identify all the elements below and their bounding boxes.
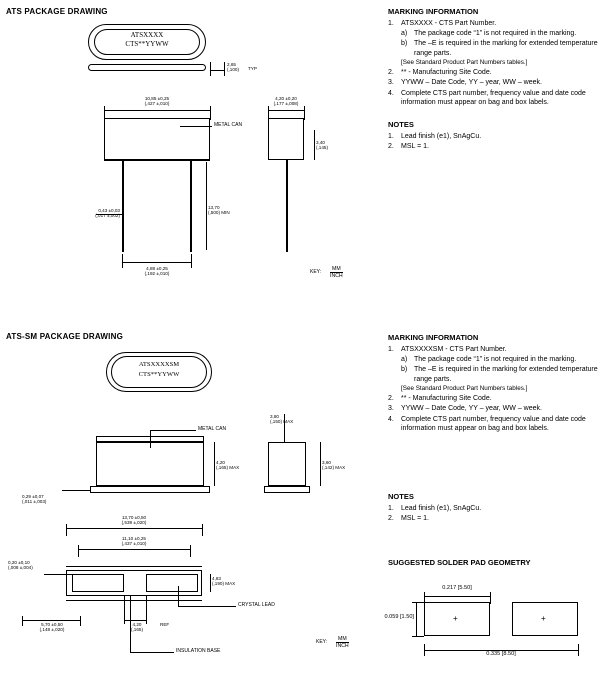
notes-list-ats — [388, 130, 588, 152]
marking-list-ats — [388, 17, 598, 108]
marking-title-sm: MARKING INFORMATION — [388, 333, 479, 342]
ats-marking-line2: CTS**YYWW — [125, 40, 169, 48]
dim-ats-thickness: 2,65 (,100) — [227, 62, 240, 73]
dim-sm-lead-ref: 4,20 (,165) — [130, 622, 143, 633]
label-metal-can-sm: METAL CAN — [198, 426, 227, 432]
ats-key-mm: MM — [330, 266, 343, 273]
dim-sm-pad-height: 4,83 (,190) MAX — [212, 576, 236, 587]
sm-marking-item-3: 3. YYWW – Date Code, YY – year, WW – week. — [388, 405, 542, 413]
marking-item-1b: b) The –E is required in the marking for extended temperature range parts. — [401, 40, 598, 57]
datasheet-page: ATS PACKAGE DRAWING ATSXXXX CTS**YYWW 2,65 (,100) TYP 10,85 ±0,25 (,427 ±,010) METAL CAN 0,43 ±0,03 (,017 ±,002) 13,70 (,500) MIN 4,88 ±0,25 (,192 ±,010) 4,20 ±0,20 (,177 ±,008) 3,40 (,145) KEY: MM INCH MARKING INFORMATION 1. ATSXXXX - CTS Part Number. a) The package code “1” is not required in the marking. b) The –E is required in the marking for extended temperature range parts. [See Standard Product Part Numbers tables.] 2. ** - Manufacturing Site Code. 3. YYWW – Date Code, YY – year, WW – week. 4. Complete CTS part number, frequency value and date code information must appear on bag and box labels. NOTES 1. Lead finish (e1), SnAgCu. 2. MSL = 1. ATS-SM PACKAGE DRAWING ATSXXXXSM CTS**YYWW METAL CAN 4,20 (,165) MAX 0,29 ±0,07 (,011 ±,003) 3,80 (,150) MAX 3,60 (,142) MAX 13,70 ±0,50 (,539 ±,020) 11,10 ±0,25 (,437 ±,010) 0,20 ±0,10 (,008 ±,004) 4,83 (,190) MAX 5,70 ±0,50 (,148 ±,020) 4,20 (,165) REF CRYSTAL LEAD INSULATION BASE KEY: MM INCH MARKING INFORMATION 1. ATSXXXXSM - CTS Part Number. a) The package code “1” is not required in the marking. b) The –E is required in the marking for extended temperature range parts. [See Standard Product Part Numbers tables.] 2. ** - Manufacturing Site Code. 3. YYWW – Date Code, YY – year, WW – week. 4. Complete CTS part number, frequency value and date code information must appear on bag and box labels. NOTES 1. Lead finish (e1), SnAgCu. 2. MSL = 1. SUGGESTED SOLDER PAD GEOMETRY + + 0.217 [5.50] 0.059 [1.50] 0.335 [8.50] — [6, 7, 598, 657]
label-metal-can-ats: METAL CAN — [214, 122, 243, 128]
ats-sm-package-title: ATS-SM PACKAGE DRAWING — [6, 332, 123, 341]
sm-top-view — [106, 352, 212, 392]
ats-top-view-thickness — [88, 64, 206, 72]
dim-sm-side-top: 3,80 (,150) MAX — [270, 414, 294, 425]
solder-pad-right-marker: + — [541, 614, 546, 623]
label-insulation-base: INSULATION BASE — [176, 648, 221, 654]
dim-sm-side-height: 3,60 (,142) MAX — [322, 460, 346, 471]
marking-list-sm — [388, 343, 598, 434]
sm-key-inch: INCH — [336, 643, 349, 649]
sm-marking-item-2: 2. ** - Manufacturing Site Code. — [388, 395, 492, 403]
sm-marking-item-4: 4. Complete CTS part number, frequency value and date code information must appear on bag and box labels. — [388, 415, 586, 432]
marking-item-2: 2. ** - Manufacturing Site Code. — [388, 69, 492, 77]
sm-marking-item-1b: b) The –E is required in the marking for extended temperature range parts. — [401, 366, 598, 383]
dim-sm-base-width: 5,70 ±0,50 (,148 ±,020) — [39, 622, 65, 633]
sm-key-mm: MM — [336, 636, 349, 643]
ats-top-view — [88, 24, 206, 60]
sm-marking-item-1: 1. ATSXXXXSM - CTS Part Number. a) The package code “1” is not required in the marking. b) The –E is required in the marking for extended temperature range parts. [See Standard Product Part Numbers tables.] — [388, 346, 598, 392]
dim-sm-lead-ref-suffix: REF — [160, 622, 170, 627]
dim-ats-front-width: 10,85 ±0,25 (,427 ±,010) — [144, 96, 170, 107]
marking-title-ats: MARKING INFORMATION — [388, 7, 479, 16]
solder-pad-title: SUGGESTED SOLDER PAD GEOMETRY — [388, 558, 531, 567]
dim-ats-lead-spacing: 4,88 ±0,25 (,192 ±,010) — [144, 266, 170, 277]
sm-marking-item-1a: a) The package code “1” is not required in the marking. — [401, 356, 577, 364]
sm-note-item-2: 2. MSL = 1. — [388, 515, 429, 523]
marking-item-1-note: [See Standard Product Part Numbers tables.] — [401, 58, 528, 66]
dim-sm-pad-width: 0,20 ±0,10 (,008 ±,004) — [8, 560, 33, 571]
marking-item-4: 4. Complete CTS part number, frequency value and date code information must appear on bag and box labels. — [388, 89, 586, 106]
ats-package-title: ATS PACKAGE DRAWING — [6, 7, 108, 16]
dim-sm-base-thk: 0,29 ±0,07 (,011 ±,003) — [22, 494, 47, 505]
sm-note-item-1: 1. Lead finish (e1), SnAgCu. — [388, 505, 482, 512]
notes-title-sm: NOTES — [388, 492, 414, 501]
dim-ats-side-height: 3,40 (,145) — [316, 140, 329, 151]
note-item-2: 2. MSL = 1. — [388, 143, 429, 151]
ats-marking-line1: ATSXXXX — [130, 31, 164, 39]
dim-ats-thickness-suffix: TYP — [248, 66, 257, 71]
marking-item-3: 3. YYWW – Date Code, YY – year, WW – week. — [388, 79, 542, 87]
dim-sm-bottom-width-mid: 11,10 ±0,25 (,437 ±,010) — [121, 536, 147, 547]
dim-sm-bottom-width-outer: 13,70 ±0,50 (,539 ±,020) — [121, 515, 147, 526]
dim-ats-lead-length: 13,70 (,500) MIN — [208, 205, 230, 216]
marking-item-1a: a) The package code “1” is not required in the marking. — [401, 30, 577, 38]
sm-marking-line2: CTS**YYWW — [138, 371, 180, 378]
dim-ats-lead-dia: 0,43 ±0,03 (,017 ±,002) — [95, 208, 120, 219]
dim-ats-side-width: 4,20 ±0,20 (,177 ±,008) — [273, 96, 299, 107]
dim-sm-front-height: 4,20 (,165) MAX — [216, 460, 240, 471]
dim-solder-pad-height: 0.059 [1.50] — [384, 614, 414, 620]
marking-item-1: 1. ATSXXXX - CTS Part Number. a) The package code “1” is not required in the marking. b) The –E is required in the marking for extended temperature range parts. [See Standard Product Part Numbers tables.] — [388, 20, 598, 66]
note-item-1: 1. Lead finish (e1), SnAgCu. — [388, 133, 482, 140]
dim-solder-pad-width: 0.217 [5.50] — [442, 585, 472, 591]
dim-solder-pad-span: 0.335 [8.50] — [486, 651, 516, 657]
ats-key-inch: INCH — [330, 273, 343, 279]
notes-title-ats: NOTES — [388, 120, 414, 129]
label-crystal-lead: CRYSTAL LEAD — [238, 602, 275, 608]
notes-list-sm — [388, 502, 588, 524]
sm-marking-item-1-note: [See Standard Product Part Numbers tables.] — [401, 384, 528, 392]
sm-marking-line1: ATSXXXXSM — [138, 361, 180, 368]
solder-pad-left-marker: + — [453, 614, 458, 623]
